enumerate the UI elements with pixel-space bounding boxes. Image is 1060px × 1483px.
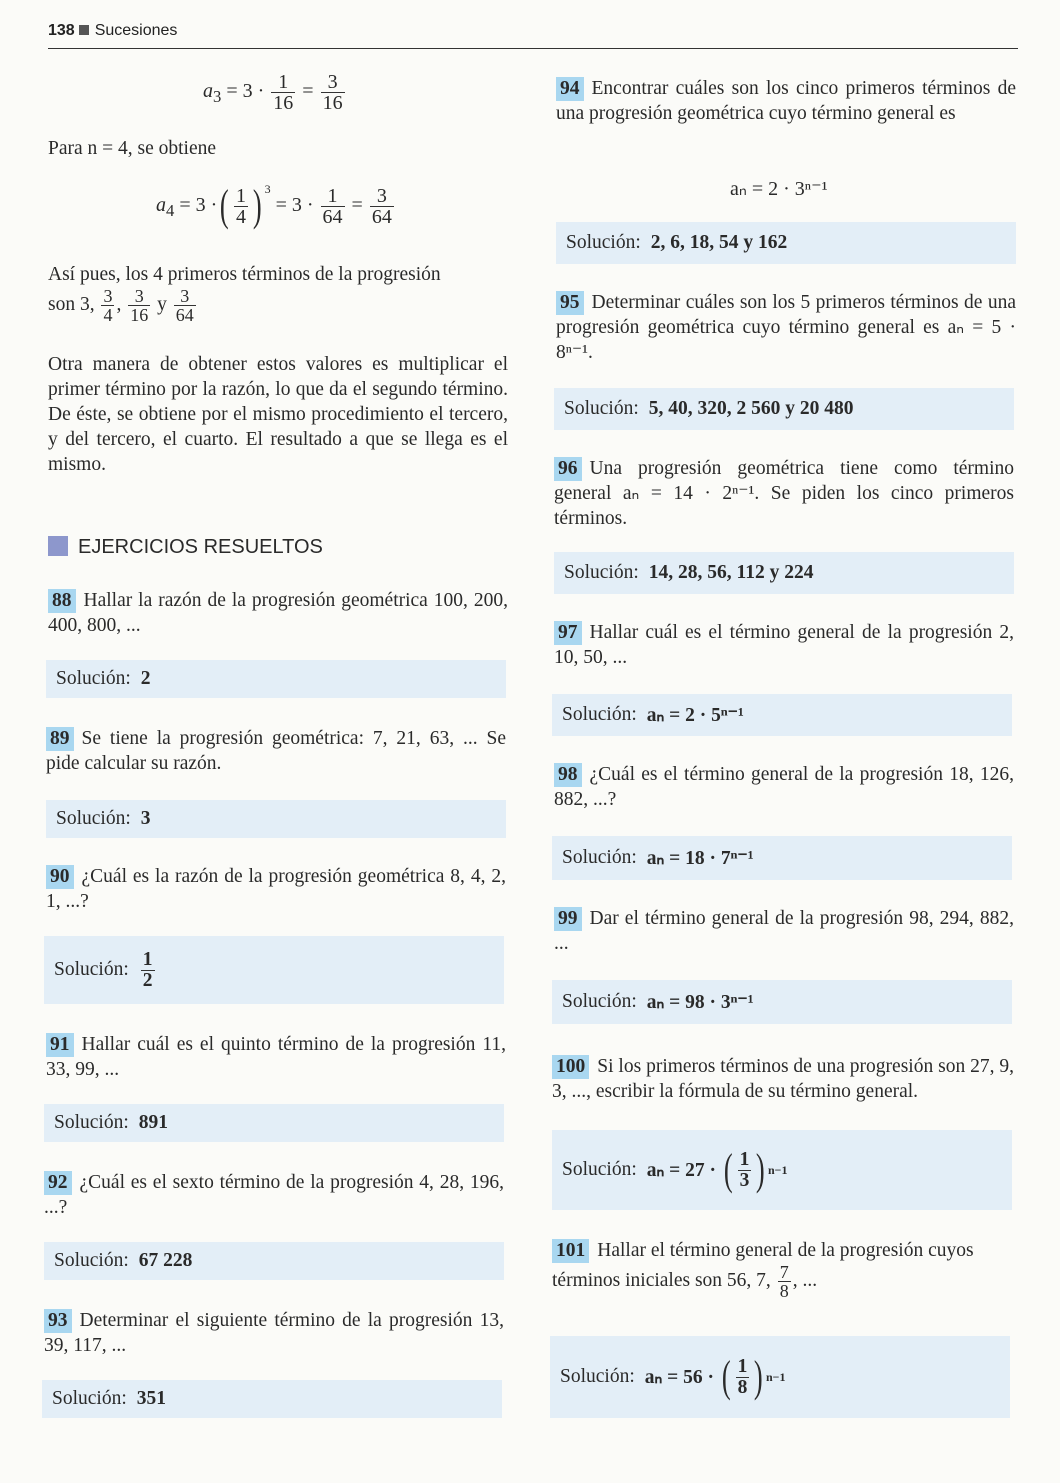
exercise-91: 91 Hallar cuál es el quinto término de la progresión 11, 33, 99, ... (46, 1034, 506, 1080)
exercise-97: 97 Hallar cuál es el término general de la progresión 2, 10, 50, ... (554, 622, 1014, 668)
solution-100: Solución: aₙ = 27 · ( $\frac{1}{3}$ ) n−1 (552, 1130, 1012, 1210)
header-rule (48, 48, 1018, 49)
solution-93: Solución: 351 (42, 1380, 502, 1418)
exercise-98: 98 ¿Cuál es el término general de la progresión 18, 126, 882, ...? (554, 764, 1014, 810)
exercise-90: 90 ¿Cuál es la razón de la progresión geométrica 8, 4, 2, 1, ...? (46, 866, 506, 912)
otra-paragraph: Otra manera de obtener estos valores es multiplicar el primer término por la razón, lo que da el segundo término. De éste, se obtiene por el mismo procedimiento el tercero, y del tercero, el cuarto. El resultado a que se llega es el mismo. (48, 354, 508, 475)
exercise-89: 89 Se tiene la progresión geométrica: 7, 21, 63, ... Se pide calcular su razón. (46, 728, 506, 774)
equation-a4: $a_4 = 3$ ·( $\frac{1}{4}$ ) $^3$ = 3 · $\frac{1}{64}$ = $\frac{3}{64}$ (156, 181, 392, 231)
exercise-100: 100 Si los primeros términos de una progresión son 27, 9, 3, ..., escribir la fórmula de su término general. (552, 1056, 1014, 1102)
solution-90: Solución: $\frac{1}{2}$ (44, 936, 504, 1004)
solution-95: Solución: 5, 40, 320, 2 560 y 20 480 (554, 388, 1014, 430)
page-header (48, 22, 177, 40)
section-square-icon (48, 536, 68, 556)
exercise-94: 94 Encontrar cuáles son los cinco primeros términos de una progresión geométrica cuyo término general es (556, 78, 1016, 124)
asi-paragraph: Así pues, los 4 primeros términos de la progresión son 3, $\frac{3}{4}$ , $\frac{3}{16}$ y $\frac{3}{64}$ (48, 264, 441, 325)
exercise-88: 88 Hallar la razón de la progresión geométrica 100, 200, 400, 800, ... (48, 590, 508, 636)
exercise-95: 95 Determinar cuáles son los 5 primeros términos de una progresión geométrica cuyo término general es aₙ = 5 · 8ⁿ⁻¹. (556, 292, 1016, 363)
exercise-92: 92 ¿Cuál es el sexto término de la progresión 4, 28, 196, ...? (44, 1172, 504, 1218)
solution-99: Solución: aₙ = 98 · 3ⁿ⁻¹ (552, 980, 1012, 1024)
solution-98: Solución: aₙ = 18 · 7ⁿ⁻¹ (552, 836, 1012, 880)
solution-101: Solución: aₙ = 56 · ( $\frac{1}{8}$ ) n−1 (550, 1336, 1010, 1418)
solution-97: Solución: aₙ = 2 · 5ⁿ⁻¹ (552, 694, 1012, 736)
solution-96: Solución: 14, 28, 56, 112 y 224 (554, 552, 1014, 594)
solution-94: Solución: 2, 6, 18, 54 y 162 (556, 222, 1016, 264)
solution-92: Solución: 67 228 (44, 1242, 504, 1280)
equation-a3: $a_3 = 3$ · $\frac{1}{16}$ = $\frac{3}{16}$ (203, 71, 343, 114)
exercise-93: 93 Determinar el siguiente término de la progresión 13, 39, 117, ... (44, 1310, 504, 1356)
solution-88: Solución: 2 (46, 660, 506, 698)
solution-91: Solución: 891 (44, 1104, 504, 1142)
exercise-101: 101 Hallar el término general de la progresión cuyos términos iniciales son 56, 7, $\frac{7}{8}$ , ... (552, 1240, 974, 1301)
section-title: EJERCICIOS RESUELTOS (48, 536, 323, 559)
header-section: Sucesiones (94, 22, 178, 39)
solution-89: Solución: 3 (46, 800, 506, 838)
header-square-icon (79, 25, 89, 35)
para-n4: Para n = 4, se obtiene (48, 138, 217, 159)
formula-94: aₙ = 2 · 3ⁿ⁻¹ (730, 178, 828, 200)
page-number: 138 (48, 22, 75, 39)
exercise-96: 96 Una progresión geométrica tiene como término general aₙ = 14 · 2ⁿ⁻¹. Se piden los cinco primeros términos. (554, 458, 1014, 529)
exercise-99: 99 Dar el término general de la progresión 98, 294, 882, ... (554, 908, 1014, 954)
exercise-number: 88 (48, 589, 76, 613)
